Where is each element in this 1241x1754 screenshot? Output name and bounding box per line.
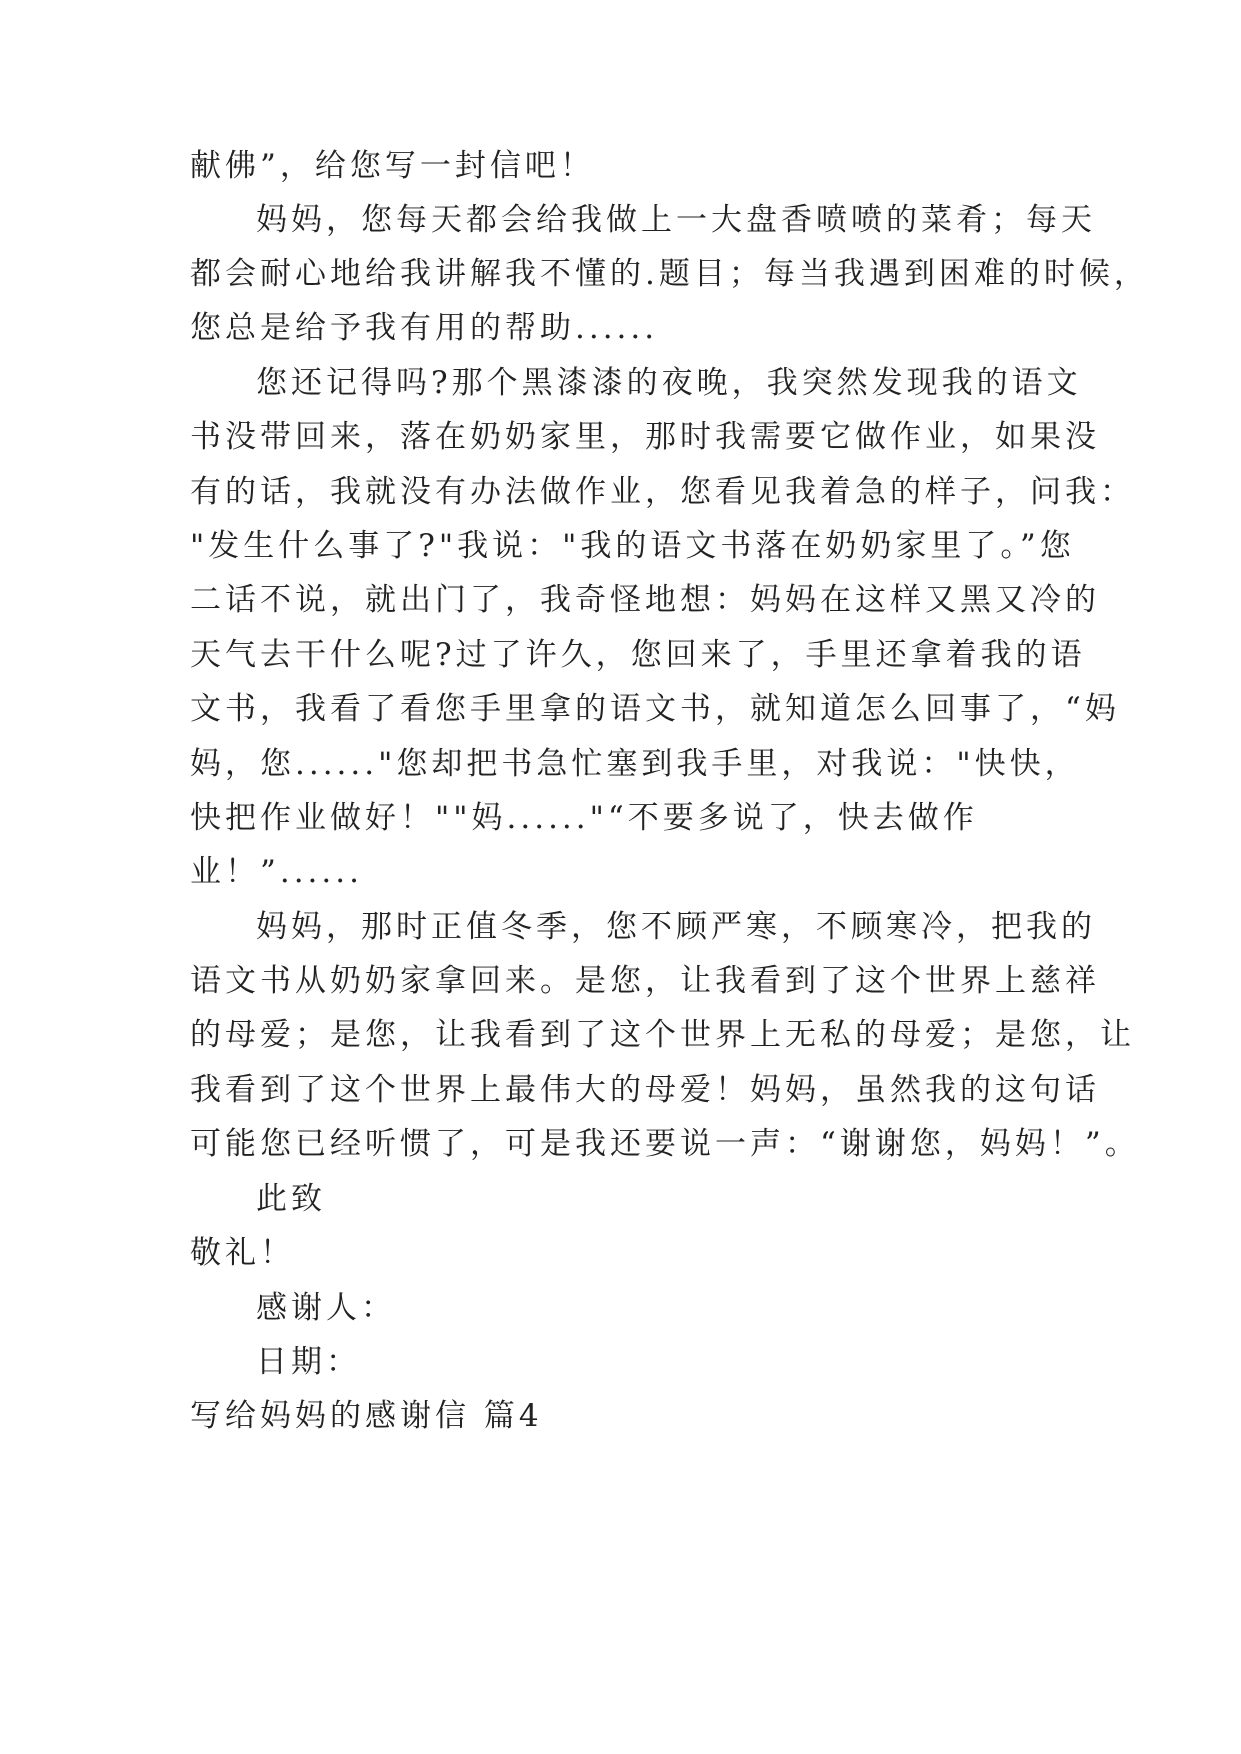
closing-regards: 敬礼！ xyxy=(190,1235,295,1271)
paragraph-start: 妈妈，那时正值冬季，您不顾严寒，不顾寒冷，把我的 xyxy=(256,909,1096,945)
text-line: 文书，我看了看您手里拿的语文书，就知道怎么回事了，“妈 xyxy=(190,691,1120,727)
text-line: 天气去干什么呢?过了许久，您回来了，手里还拿着我的语 xyxy=(190,637,1086,673)
text-line: 可能您已经听惯了，可是我还要说一声：“谢谢您，妈妈！”。 xyxy=(190,1126,1140,1162)
text-line: 快把作业做好！""妈......"“不要多说了，快去做作 xyxy=(190,800,978,836)
closing-salutation: 此致 xyxy=(256,1181,326,1217)
date-label: 日期： xyxy=(256,1344,361,1380)
text-line: 二话不说，就出门了，我奇怪地想：妈妈在这样又黑又冷的 xyxy=(190,582,1100,618)
text-line: 您总是给予我有用的帮助...... xyxy=(190,310,659,346)
text-line: 书没带回来，落在奶奶家里，那时我需要它做作业，如果没 xyxy=(190,419,1100,455)
text-line: 都会耐心地给我讲解我不懂的.题目；每当我遇到困难的时候， xyxy=(190,256,1149,292)
section-heading: 写给妈妈的感谢信 篇4 xyxy=(190,1398,543,1434)
text-line: "发生什么事了?"我说："我的语文书落在奶奶家里了。”您 xyxy=(190,528,1075,564)
text-line: 语文书从奶奶家拿回来。是您，让我看到了这个世界上慈祥 xyxy=(190,963,1100,999)
paragraph-start: 您还记得吗?那个黑漆漆的夜晚，我突然发现我的语文 xyxy=(256,365,1082,401)
signature-label: 感谢人： xyxy=(256,1290,396,1326)
text-line: 妈，您......"您却把书急忙塞到我手里，对我说："快快， xyxy=(190,746,1080,782)
paragraph-start: 妈妈，您每天都会给我做上一大盘香喷喷的菜肴；每天 xyxy=(256,202,1096,238)
text-line: 业！”...... xyxy=(190,854,363,890)
text-line: 我看到了这个世界上最伟大的母爱！妈妈，虽然我的这句话 xyxy=(190,1072,1100,1108)
text-line: 有的话，我就没有办法做作业，您看见我着急的样子，问我： xyxy=(190,474,1135,510)
text-line: 献佛”，给您写一封信吧！ xyxy=(190,148,595,184)
text-line: 的母爱；是您，让我看到了这个世界上无私的母爱；是您，让 xyxy=(190,1017,1135,1053)
